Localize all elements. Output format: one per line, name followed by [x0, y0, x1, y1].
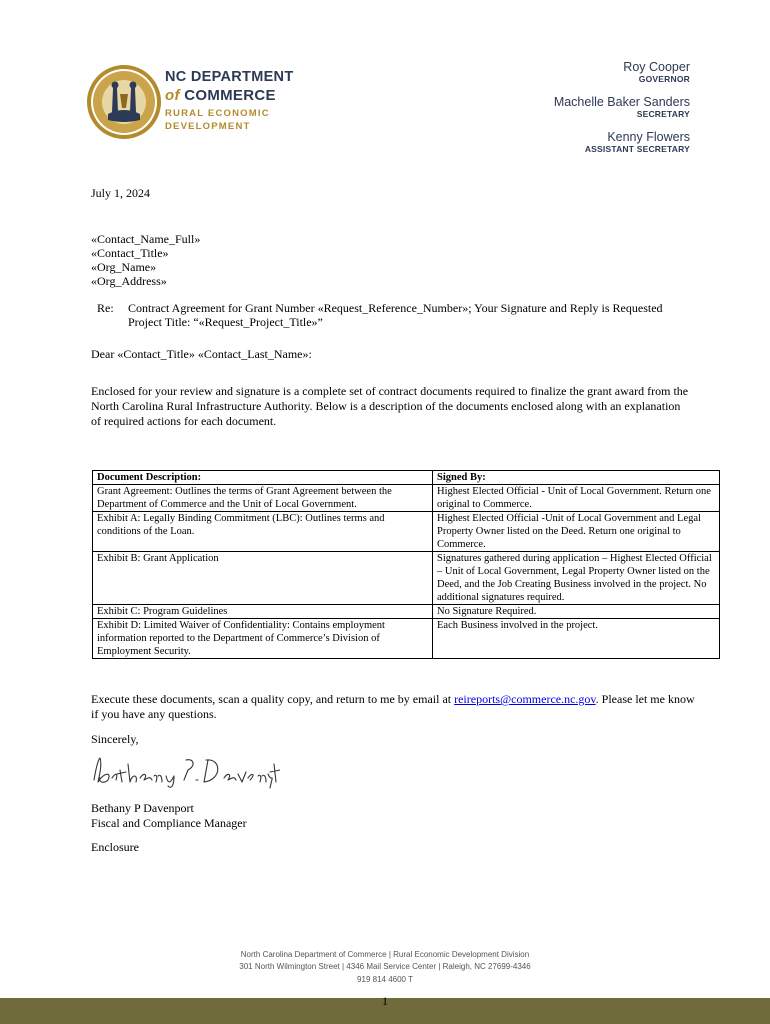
dept-commerce-word: COMMERCE	[184, 87, 276, 104]
dept-of-word: of	[165, 87, 180, 104]
table-row	[93, 552, 720, 605]
letter-date: July 1, 2024	[91, 186, 151, 200]
footer-line3: 919 814 4600 T	[357, 975, 413, 984]
dept-name-line2	[165, 87, 276, 104]
salutation: Dear «Contact_Title» «Contact_Last_Name»:	[91, 347, 312, 361]
official-name: Kenny Flowers	[607, 130, 690, 144]
re-label: Re:	[97, 301, 114, 315]
table-row	[93, 605, 720, 619]
enclosure-note: Enclosure	[91, 840, 139, 854]
re-line2: Project Title: “«Request_Project_Title»”	[128, 315, 323, 329]
intro-paragraph: Enclosed for your review and signature is a complete set of contract documents required to finalize the grant award from the North Carolina Rural Infrastructure Authority. Below is a description of the documents enclosed along with an explanation of required actions for each document.	[91, 384, 689, 428]
execute-text-end: . Please let me know if you have any questions.	[91, 692, 695, 721]
division-line1: RURAL ECONOMIC	[165, 108, 270, 119]
signer-name: Bethany P Davenport	[91, 801, 194, 815]
official-governor	[623, 60, 690, 84]
execute-text: Execute these documents, scan a quality copy, and return to me by email at	[91, 692, 455, 706]
cell-description: Grant Agreement: Outlines the terms of Grant Agreement between the Department of Commerce and the Unit of Local Government.	[93, 485, 433, 512]
cell-description: Exhibit C: Program Guidelines	[93, 605, 433, 619]
official-name: Roy Cooper	[623, 60, 690, 74]
closing: Sincerely,	[91, 732, 139, 746]
cell-signed-by: Each Business involved in the project.	[433, 619, 720, 659]
cell-description: Exhibit D: Limited Waiver of Confidentiality: Contains employment information reported to the Department of Commerce’s Division of Employment Security.	[93, 619, 433, 659]
cell-description: Exhibit B: Grant Application	[93, 552, 433, 605]
page-number: 1	[382, 994, 388, 1008]
official-title: ASSISTANT SECRETARY	[584, 144, 690, 154]
footer-line1: North Carolina Department of Commerce | Rural Economic Development Division	[240, 950, 530, 959]
address-line: «Contact_Name_Full»	[91, 232, 201, 246]
execute-paragraph	[91, 692, 701, 722]
header-signed-by: Signed By:	[433, 471, 720, 485]
header-description: Document Description:	[93, 471, 433, 485]
official-name: Machelle Baker Sanders	[553, 95, 690, 109]
cell-description: Exhibit A: Legally Binding Commitment (LBC): Outlines terms and conditions of the Loan.	[93, 512, 433, 552]
table-row	[93, 512, 720, 552]
official-assistant-secretary	[585, 130, 690, 154]
dept-name-line1: NC DEPARTMENT	[165, 69, 294, 85]
re-line1: Contract Agreement for Grant Number «Request_Reference_Number»; Your Signature and Reply is Requested	[128, 301, 663, 315]
table-row	[93, 485, 720, 512]
official-title: GOVERNOR	[638, 74, 690, 84]
recipient-address	[91, 232, 200, 288]
documents-table	[92, 470, 720, 659]
re-subject	[128, 301, 663, 329]
cell-signed-by: No Signature Required.	[433, 605, 720, 619]
nc-great-seal-logo	[86, 64, 162, 140]
handwritten-signature	[90, 750, 280, 790]
address-line: «Org_Address»	[91, 274, 167, 288]
email-link[interactable]: reireports@commerce.nc.gov	[454, 692, 596, 706]
address-line: «Org_Name»	[91, 260, 157, 274]
footer-line2: 301 North Wilmington Street | 4346 Mail Service Center | Raleigh, NC 27699-4346	[239, 962, 531, 971]
signer-title: Fiscal and Compliance Manager	[91, 816, 247, 830]
cell-signed-by: Highest Elected Official -Unit of Local Government and Legal Property Owner listed on the Deed. Return one original to Commerce.	[433, 512, 720, 552]
official-secretary	[554, 95, 690, 119]
cell-signed-by: Signatures gathered during application – Highest Elected Official – Unit of Local Government, Legal Property Owner listed on the Deed, and the Job Creating Business involved in the project. No additional signatures required.	[433, 552, 720, 605]
address-line: «Contact_Title»	[91, 246, 169, 260]
division-line2: DEVELOPMENT	[165, 121, 251, 132]
cell-signed-by: Highest Elected Official - Unit of Local Government. Return one original to Commerce.	[433, 485, 720, 512]
official-title: SECRETARY	[636, 109, 690, 119]
table-header-row	[93, 471, 720, 485]
table-row	[93, 619, 720, 659]
